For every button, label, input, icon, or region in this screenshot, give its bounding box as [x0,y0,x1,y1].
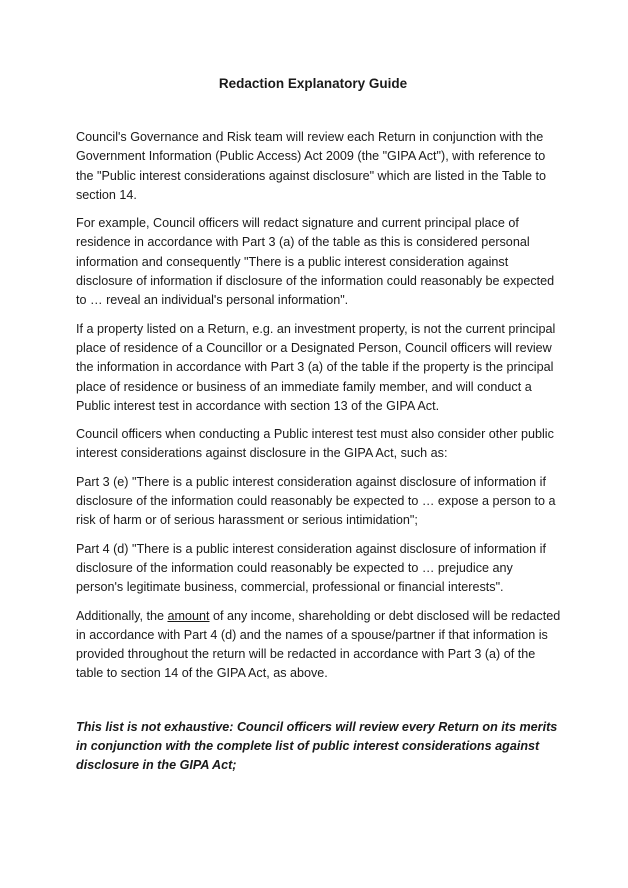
paragraph-example-redaction: For example, Council officers will redact signature and current principal place of residence in accordance with Part 3 (a) of the table as this is considered personal information and consequently "There is a public interest consideration against disclosure of information if disclosure of the information could reasonably be expected to … reveal an individual's personal information". [76,216,555,308]
paragraph-text-after: of any income, shareholding or debt disclosed will be redacted in accordance with Part 4 (d) and the names of a spouse/partner if that information is provided throughout the return will be redacted in accordance with Part 3 (a) of the table to section 14 of the GIPA Act, as above. [76,608,561,681]
underlined-amount: amount [167,608,210,623]
paragraph-part-4d: Part 4 (d) "There is a public interest consideration against disclosure of information if disclosure of the information could reasonably be expected to … prejudice any person's legitimate business, commercial, professional or financial interests". [76,541,546,595]
paragraph-additional-redactions [76,607,562,684]
exhaustive-note: This list is not exhaustive: Council officers will review every Return on its merits in conjunction with the complete list of public interest considerations against disclosure in the GIPA Act; [76,719,558,773]
paragraph-property-review: If a property listed on a Return, e.g. an investment property, is not the current principal place of residence of a Councillor or a Designated Person, Council officers will review the information in accordance with Part 3 (a) of the table if the property is the principal place of residence or business of an immediate family member, and will conduct a Public interest test in accordance with section 13 of the GIPA Act. [76,321,556,413]
paragraph-text-before: Additionally, the [76,608,168,623]
paragraph-public-interest-test: Council officers when conducting a Public interest test must also consider other public interest considerations against disclosure in the GIPA Act, such as: [76,427,554,461]
paragraph-review-overview: Council's Governance and Risk team will review each Return in conjunction with the Government Information (Public Access) Act 2009 (the "GIPA Act"), with reference to the "Public interest considerations against disclosure" which are listed in the Table to section 14. [76,130,547,202]
document-title: Redaction Explanatory Guide [218,76,408,91]
paragraph-part-3e: Part 3 (e) "There is a public interest consideration against disclosure of information if disclosure of the information could reasonably be expected to … expose a person to a risk of harm or of serious harassment or serious intimidation"; [76,474,556,528]
